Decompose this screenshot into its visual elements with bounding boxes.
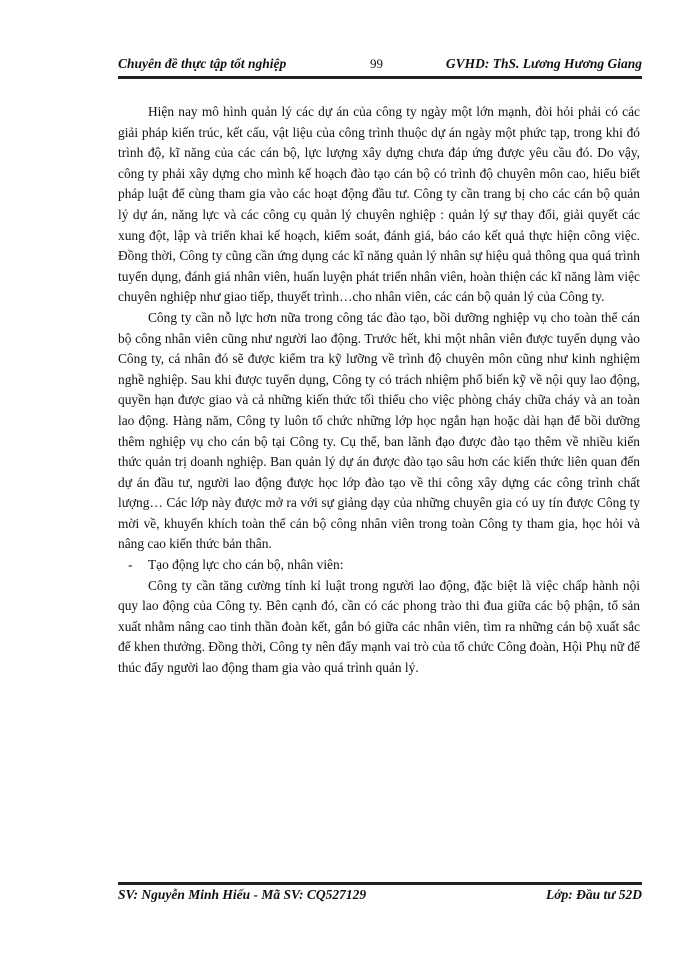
paragraph-3: Công ty cần tăng cường tính kỉ luật trong người lao động, đặc biệt là việc chấp hành nội quy lao động của Công ty. Bên cạnh đó, cần có các phong trào thi đua giữa các bộ phận, tổ sản xuất nhằm nâng cao tinh thần đoàn kết, gắn bó giữa các nhân viên, tìm ra những cán bộ xuất sắc để khen thưởng. Đồng thời, Công ty nên đẩy mạnh vai trò của tổ chức Công đoàn, Hội Phụ nữ để thúc đẩy người lao động tham gia vào quá trình quản lý. (118, 577, 640, 676)
bullet-dash: - (128, 557, 133, 573)
footer-class: Lớp: Đầu tư 52D (546, 887, 642, 902)
bullet-text: Tạo động lực cho cán bộ, nhân viên: (148, 557, 344, 573)
document-body (118, 102, 640, 679)
footer-rule (118, 882, 642, 885)
page-footer (118, 887, 642, 907)
header-advisor: GVHD: ThS. Lương Hương Giang (445, 56, 642, 71)
bullet-item (118, 555, 640, 576)
header-rule (118, 76, 642, 79)
paragraph-1: Hiện nay mô hình quản lý các dự án của công ty ngày một lớn mạnh, đòi hỏi phải có các giải pháp kiến trúc, kết cấu, vật liệu của công trình thuộc dự án ngày một phức tạp, trong khi đó trình độ, kĩ năng của các cán bộ, lực lượng xây dựng chưa đáp ứng được yêu cầu đó. Do vậy, công ty phải xây dựng cho mình kế hoạch đào tạo cán bộ có trình độ chuyên môn cao, hiểu biết pháp luật để cùng tham gia vào các hoạt động đầu tư. Công ty cần trang bị cho các cán bộ quản lý dự án, năng lực và các công cụ quản lý chuyên nghiệp : quản lý sự thay đổi, giải quyết các xung đột, lập và triển khai kế hoạch, kiểm soát, đánh giá, báo cáo kết quả thực hiện công việc. Đồng thời, Công ty cũng cần ứng dụng các kĩ năng quản lý nhân sự hiệu quả thông qua quá trình tuyển dụng, đánh giá nhân viên, huấn luyện phát triển nhân viên, hoàn thiện các kĩ năng làm việc chuyên nghiệp như giao tiếp, thuyết trình…cho nhân viên, các cán bộ quản lý của Công ty. (118, 104, 640, 305)
footer-student: SV: Nguyễn Minh Hiếu - Mã SV: CQ527129 (118, 887, 367, 902)
header-title: Chuyên đề thực tập tốt nghiệp (118, 56, 287, 71)
page-number: 99 (370, 56, 383, 71)
page-header (118, 56, 642, 76)
paragraph-2: Công ty cần nỗ lực hơn nữa trong công tác đào tạo, bồi dưỡng nghiệp vụ cho toàn thể cán bộ công nhân viên cũng như người lao động. Trước hết, khi một nhân viên được tuyển dụng vào Công ty, cá nhân đó sẽ được kiểm tra kỹ lưỡng về trình độ chuyên môn cũng như kinh nghiệm nghề nghiệp. Sau khi được tuyển dụng, Công ty có trách nhiệm phổ biến kỹ về nội quy lao động, quyền hạn được giao và cả những kiến thức tối thiểu cho việc phòng cháy chữa cháy và an toàn lao động. Hàng năm, Công ty luôn tổ chức những lớp học ngắn hạn hoặc dài hạn để bồi dưỡng thêm nghiệp vụ cho cán bộ tại Công ty. Cụ thể, ban lãnh đạo được đào tạo thêm về nhiều kiến thức quản trị doanh nghiệp. Ban quản lý dự án được đào tạo sâu hơn các kiến thức liên quan đến dự án đầu tư, người lao động được học lớp đào tạo về thi công xây dựng các công trình chất lượng… Các lớp này được mở ra với sự giảng dạy của những chuyên gia có uy tín được Công ty mời về, khuyến khích toàn thể cán bộ công nhân viên trong toàn Công ty tham gia, học hỏi và nâng cao kiến thức bản thân. (118, 309, 640, 552)
